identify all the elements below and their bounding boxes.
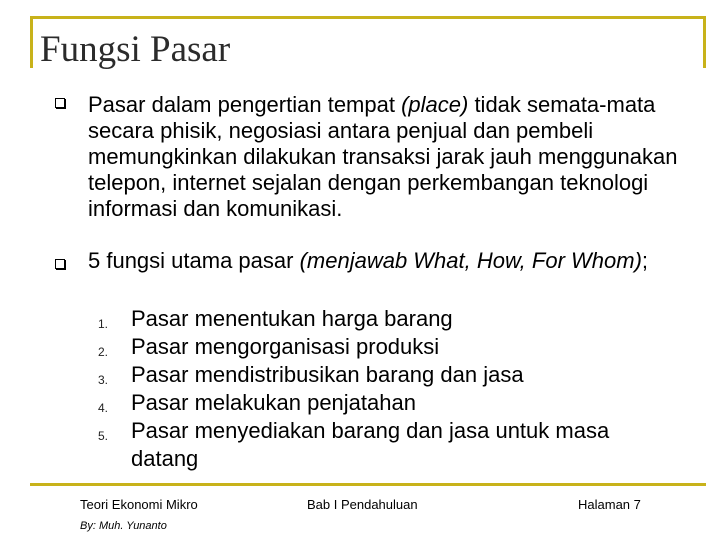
list-item-number: 2.: [98, 345, 109, 359]
footer-chapter: Bab I Pendahuluan: [307, 497, 418, 512]
footer-course-title: Teori Ekonomi Mikro: [80, 497, 198, 512]
footer-author: By: Muh. Yunanto: [80, 520, 167, 532]
title-frame-top-rule: [30, 16, 706, 19]
list-item: [88, 417, 648, 473]
square-bullet-icon: [55, 98, 65, 108]
list-item-number: 5.: [98, 429, 109, 443]
list-item-number: 4.: [98, 401, 109, 415]
list-item: [88, 305, 648, 333]
footer-page-number: Halaman 7: [578, 497, 641, 512]
title-frame-right-rule: [703, 16, 706, 68]
slide-title: Fungsi Pasar: [40, 29, 231, 70]
list-item-text: Pasar menentukan harga barang: [131, 306, 453, 331]
list-item-text: Pasar mendistribusikan barang dan jasa: [131, 362, 524, 387]
bullet-2-italic-part: (menjawab What, How, For Whom): [299, 248, 642, 273]
list-item: [88, 361, 648, 389]
bullet-paragraph-1: [88, 92, 688, 222]
bullet-1-text-part: Pasar dalam pengertian tempat: [88, 92, 402, 117]
list-item-number: 3.: [98, 373, 109, 387]
bullet-1-text-part: tidak semata-mata secara phisik, negosiasi antara penjual dan pembeli memungkinkan dilakukan transaksi jarak jauh menggunakan telepon, internet sejalan dengan perkembangan teknologi informasi dan komunikasi.: [88, 92, 678, 221]
list-item-text: Pasar melakukan penjatahan: [131, 390, 416, 415]
footer-rule: [30, 483, 706, 486]
list-item-text: Pasar mengorganisasi produksi: [131, 334, 440, 359]
square-bullet-icon: [55, 259, 65, 269]
title-frame-left-rule: [30, 16, 33, 68]
bullet-paragraph-2: [88, 248, 688, 274]
bullet-2-text-part: ;: [641, 248, 649, 273]
list-item-text: Pasar menyediakan barang dan jasa untuk masa datang: [131, 418, 610, 471]
list-item-number: 1.: [98, 317, 109, 331]
list-item: [88, 333, 648, 361]
bullet-1-italic-part: (place): [401, 92, 469, 117]
market-functions-list: [88, 305, 648, 473]
bullet-2-text-part: 5 fungsi utama pasar: [88, 248, 300, 273]
list-item: [88, 389, 648, 417]
